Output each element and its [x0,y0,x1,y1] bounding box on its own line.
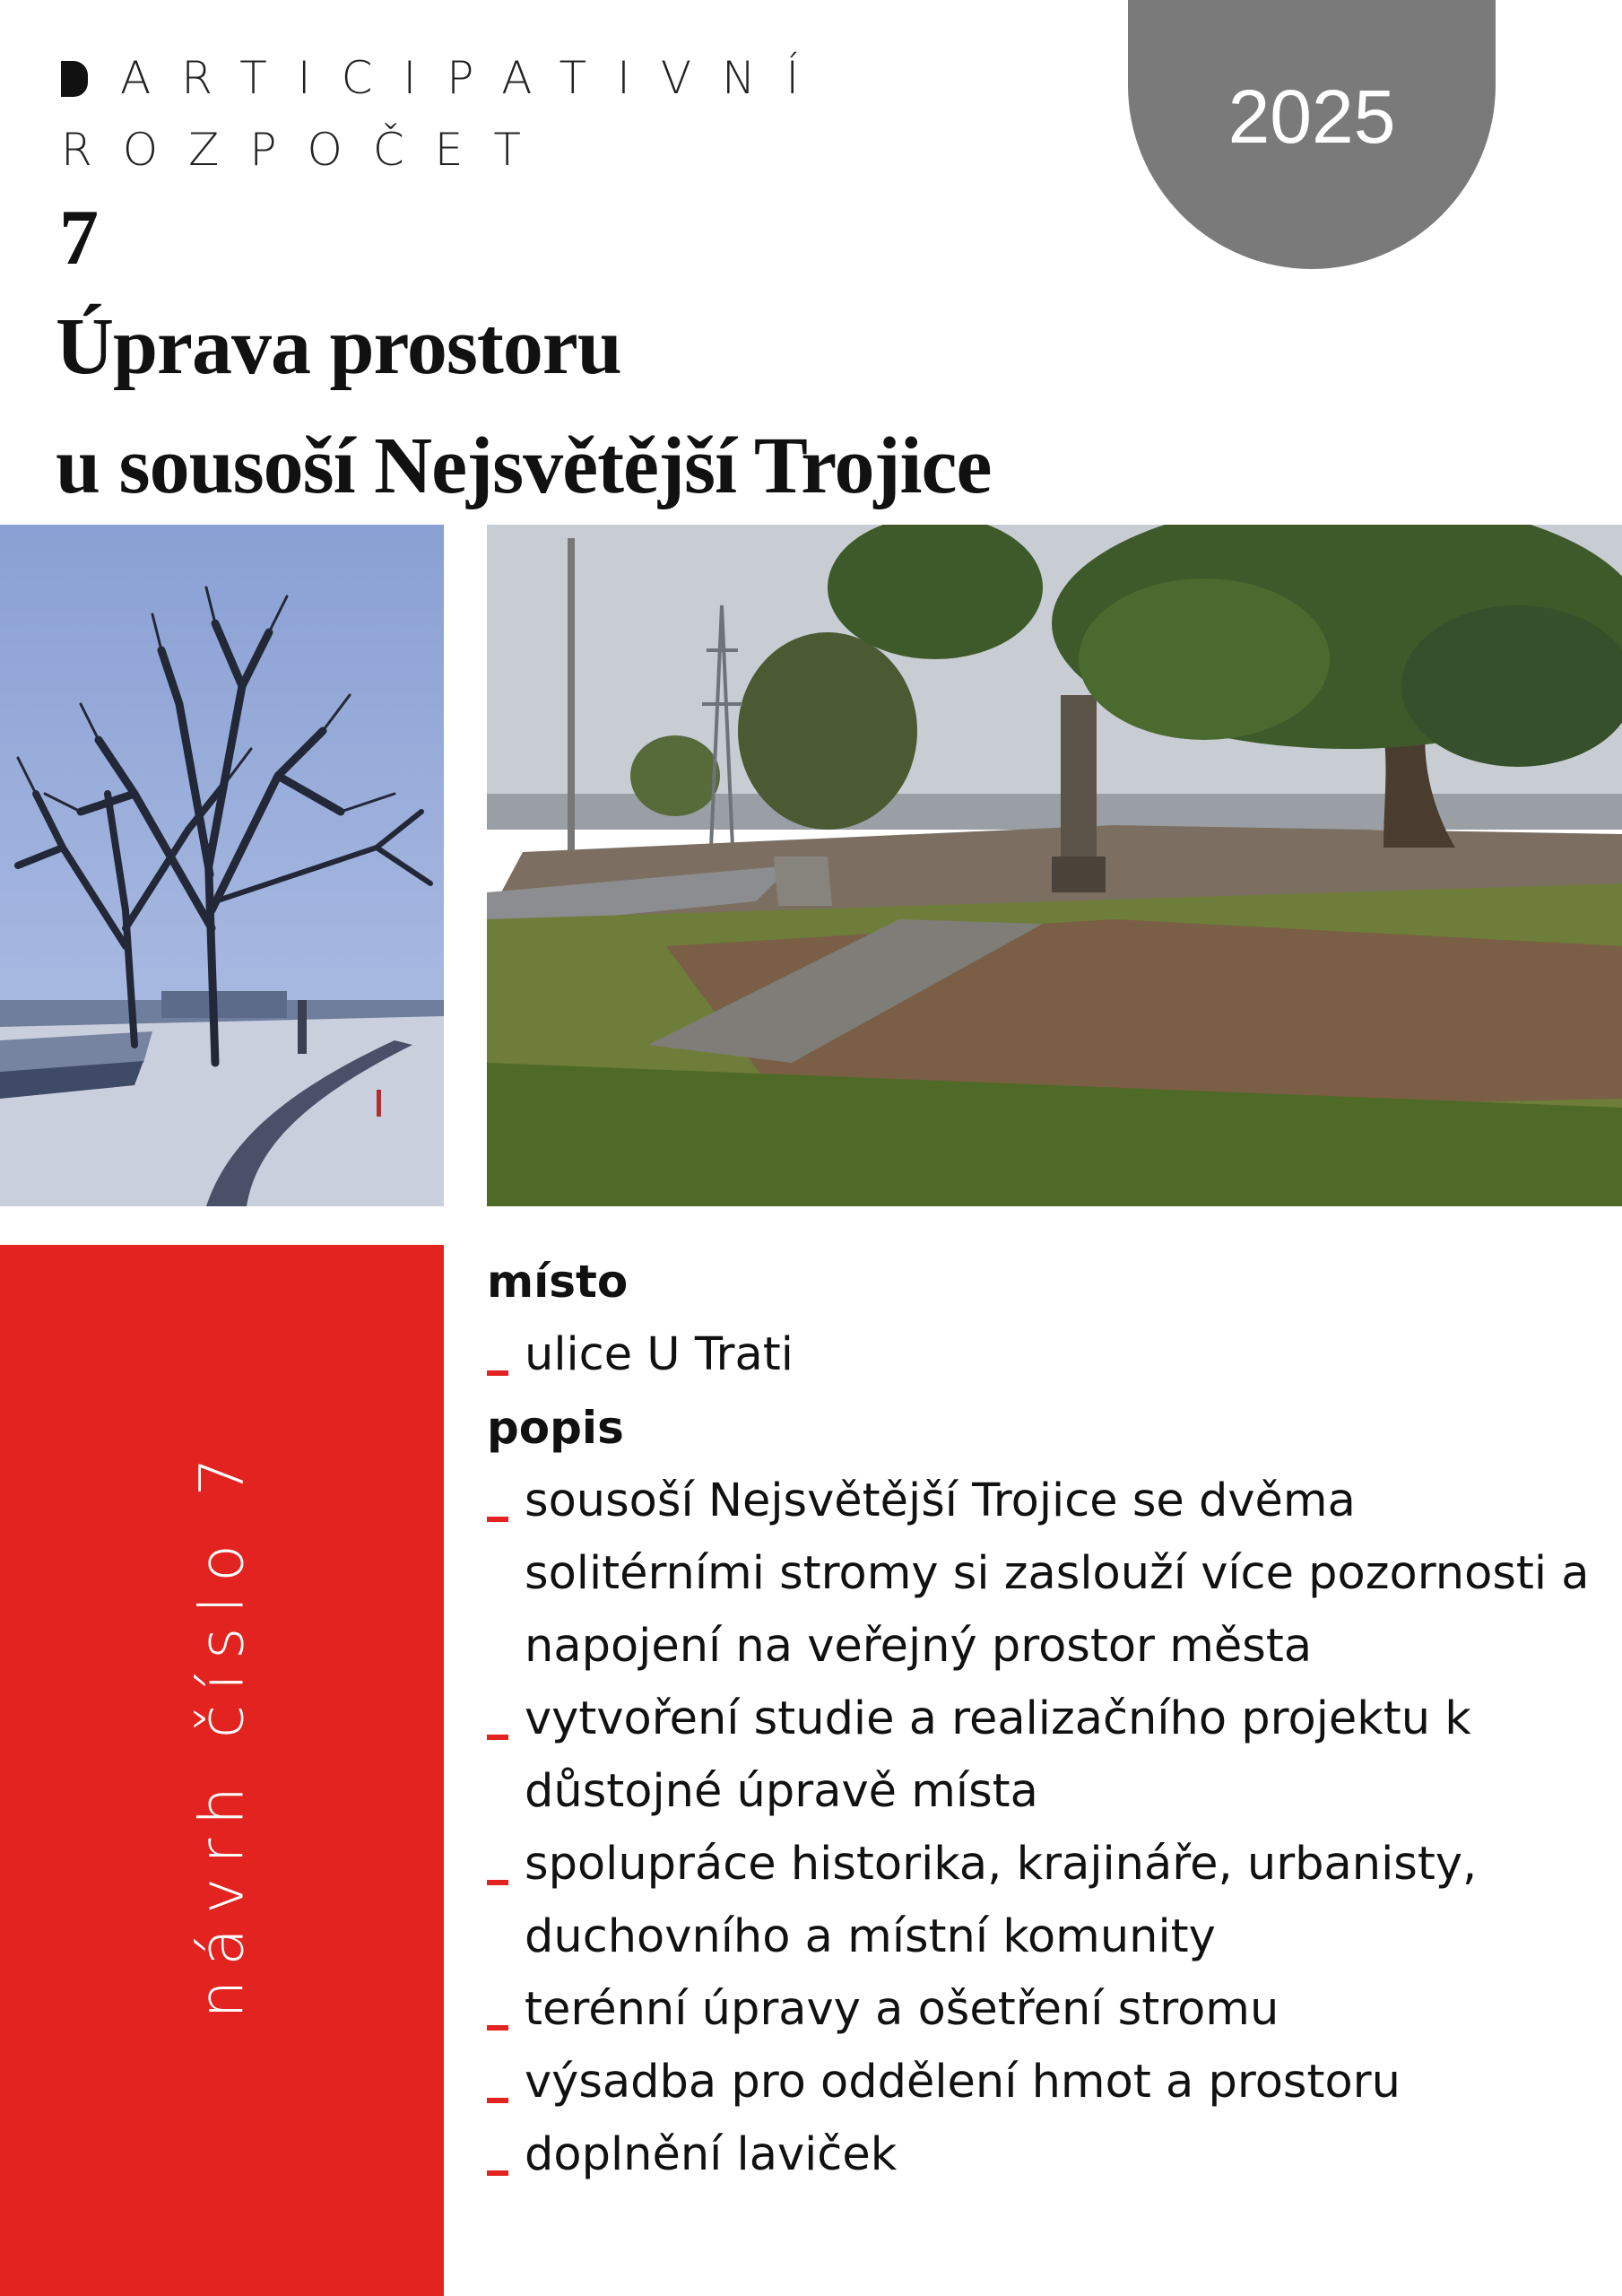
bullet-dash-icon [487,1880,508,1885]
year-badge [1128,0,1496,269]
proposal-number: 7 [59,195,99,282]
description-item-text: výsadba pro oddělení hmot a prostoru [525,2056,1401,2109]
place-item [487,1318,1608,1391]
bullet-dash-icon [487,2098,508,2103]
description-item-text: spolupráce historika, krajináře, urbanisty, duchovního a místní komunity [525,1838,1478,1963]
proposal-label-vertical: návrh číslo 7 [186,1443,258,2019]
description-item [487,2118,1608,2191]
description-item [487,1973,1608,2046]
info-section [487,1245,1608,2191]
bullet-dash-icon [487,1735,508,1740]
description-item-text: sousoší Nejsvětější Trojice se dvěma solitérními stromy si zaslouží více pozornosti a napojení na veřejný prostor města [525,1474,1590,1673]
bullet-dash-icon [487,1370,508,1376]
page-title-line-1: Úprava prostoru [56,302,621,391]
description-item-text: doplnění laviček [525,2128,898,2181]
description-item [487,1465,1608,1683]
bullet-dash-icon [487,2025,508,2031]
brand-text-1: ARTICIPATIVNÍ [120,52,830,104]
brand-line-2: ROZPOČET [61,124,551,176]
place-heading: místo [487,1256,629,1308]
description-item [487,2046,1608,2118]
description-item-text: terénní úpravy a ošetření stromu [525,1983,1279,2036]
year-text: 2025 [1227,74,1396,159]
bullet-dash-icon [487,2170,508,2176]
description-heading: popis [487,1402,624,1454]
description-item [487,1683,1608,1828]
brand-line-1 [61,52,829,104]
winter-photo [0,525,444,1206]
page-title-line-2: u sousoší Nejsvětější Trojice [56,422,992,510]
description-item [487,1828,1608,1973]
summer-photo [487,525,1622,1206]
place-item-text: ulice U Trati [525,1328,794,1381]
description-item-text: vytvoření studie a realizačního projektu k důstojné úpravě místa [525,1692,1471,1818]
bullet-dash-icon [487,1517,508,1522]
brand-logo-p [61,61,88,97]
